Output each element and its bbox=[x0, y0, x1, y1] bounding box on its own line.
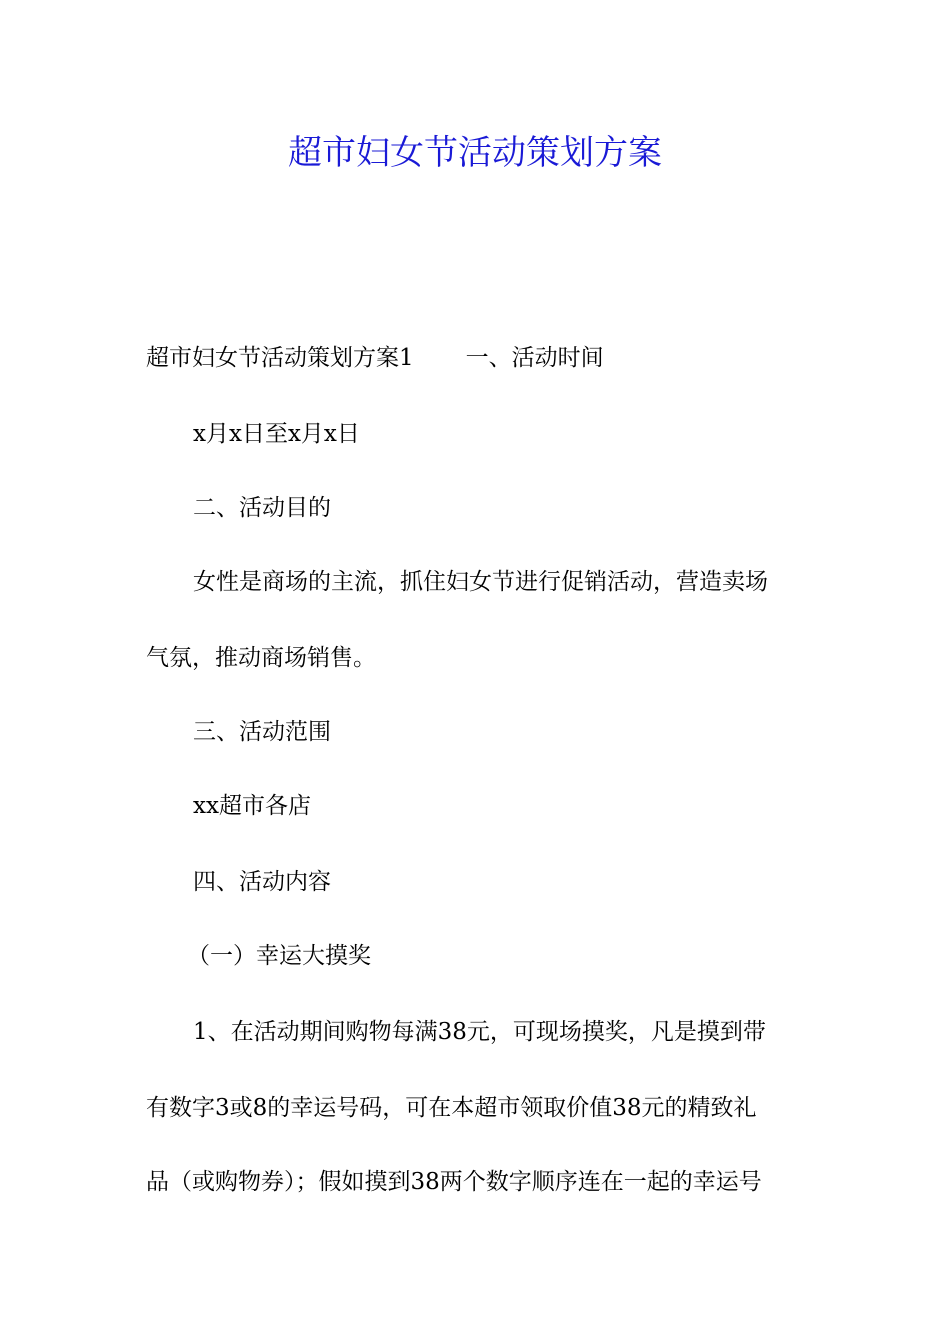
section3-heading: 三、活动范围 bbox=[193, 719, 331, 745]
section3-text: xx超市各店 bbox=[193, 793, 311, 819]
section1-text: x月x日至x月x日 bbox=[193, 421, 360, 447]
section1-heading: 一、活动时间 bbox=[465, 345, 604, 371]
section2-text-line1: 女性是商场的主流，抓住妇女节进行促销活动，营造卖场 bbox=[193, 569, 768, 595]
intro-heading: 超市妇女节活动策划方案1 bbox=[146, 345, 414, 371]
intro-line bbox=[146, 342, 604, 374]
subsection1-heading: （一）幸运大摸奖 bbox=[187, 943, 371, 969]
document-title: 超市妇女节活动策划方案 bbox=[288, 133, 662, 173]
section4-heading: 四、活动内容 bbox=[193, 869, 331, 895]
item1-line3: 品（或购物券）；假如摸到38两个数字顺序连在一起的幸运号 bbox=[146, 1169, 762, 1195]
section2-heading: 二、活动目的 bbox=[193, 495, 331, 521]
section2-text-line2: 气氛，推动商场销售。 bbox=[146, 645, 376, 671]
item1-line1: 1、在活动期间购物每满38元，可现场摸奖，凡是摸到带 bbox=[193, 1019, 766, 1045]
item1-line2: 有数字3或8的幸运号码，可在本超市领取价值38元的精致礼 bbox=[146, 1095, 757, 1121]
